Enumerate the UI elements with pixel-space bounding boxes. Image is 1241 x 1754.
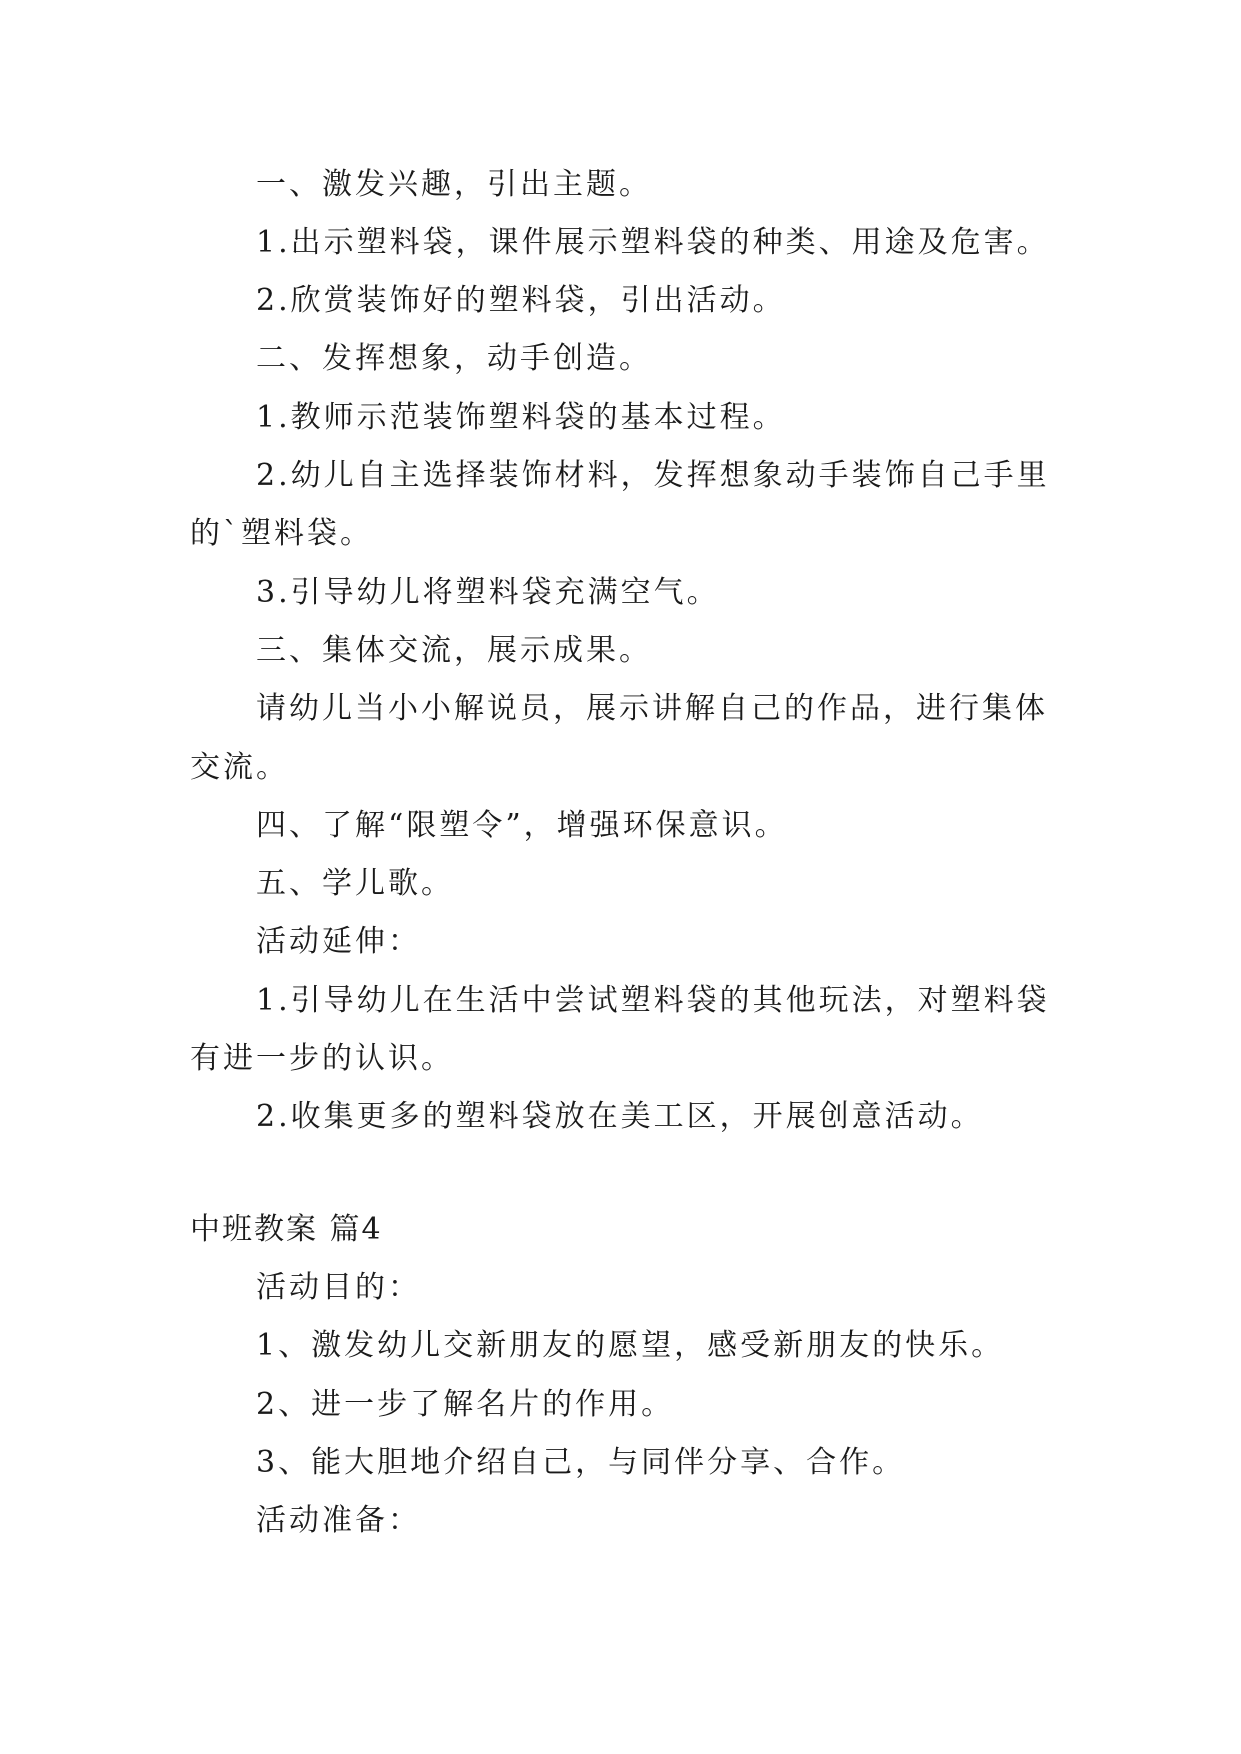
text-line: 五、学儿歌。 — [256, 866, 454, 901]
section-title: 中班教案 篇4 — [190, 1212, 383, 1247]
text-line: 3.引导幼儿将塑料袋充满空气。 — [256, 575, 720, 610]
text-line: 一、激发兴趣，引出主题。 — [256, 167, 652, 202]
text-line: 的`塑料袋。 — [190, 516, 373, 551]
text-line: 二、发挥想象，动手创造。 — [256, 341, 652, 376]
text-line: 活动准备： — [256, 1503, 421, 1538]
text-line: 2.欣赏装饰好的塑料袋，引出活动。 — [256, 283, 786, 318]
text-line: 1.引导幼儿在生活中尝试塑料袋的其他玩法，对塑料袋 — [256, 983, 1050, 1018]
text-line: 1.教师示范装饰塑料袋的基本过程。 — [256, 400, 786, 435]
text-line: 三、集体交流，展示成果。 — [256, 633, 652, 668]
text-line: 有进一步的认识。 — [190, 1041, 454, 1076]
text-line: 2、进一步了解名片的作用。 — [256, 1387, 675, 1422]
text-line: 1、激发幼儿交新朋友的愿望，感受新朋友的快乐。 — [256, 1328, 1005, 1363]
text-line: 请幼儿当小小解说员，展示讲解自己的作品，进行集体 — [256, 691, 1048, 726]
text-line: 3、能大胆地介绍自己，与同伴分享、合作。 — [256, 1445, 906, 1480]
text-line: 2.收集更多的塑料袋放在美工区，开展创意活动。 — [256, 1099, 984, 1134]
text-line: 活动延伸： — [256, 924, 421, 959]
text-line: 交流。 — [190, 750, 289, 785]
text-line: 四、了解“限塑令”，增强环保意识。 — [256, 808, 788, 843]
text-line: 2.幼儿自主选择装饰材料，发挥想象动手装饰自己手里 — [256, 458, 1050, 493]
text-line: 活动目的： — [256, 1270, 421, 1305]
text-line: 1.出示塑料袋，课件展示塑料袋的种类、用途及危害。 — [256, 225, 1050, 260]
